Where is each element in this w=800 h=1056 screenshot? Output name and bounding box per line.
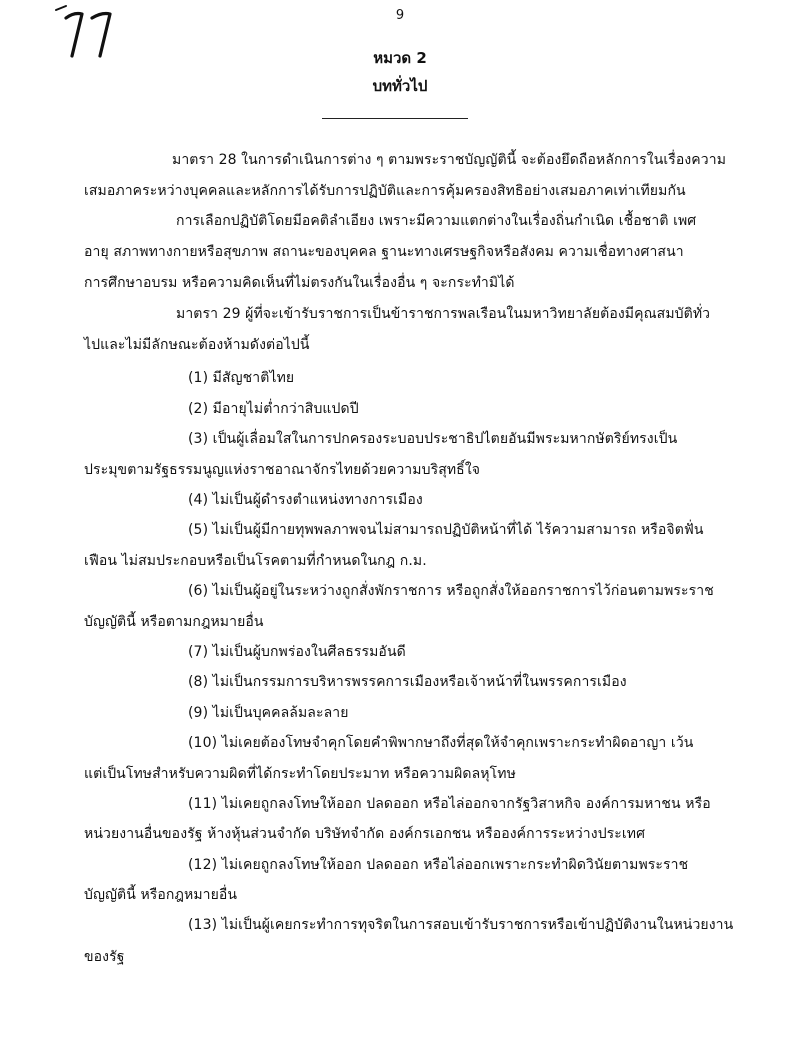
list-item: (11) ไม่เคยถูกลงโทษให้ออก ปลดออก หรือไล่ออกจากรัฐวิสาหกิจ องค์การมหาชน หรือ: [188, 796, 711, 812]
list-item: (13) ไม่เป็นผู้เคยกระทำการทุจริตในการสอบเข้ารับราชการหรือเข้าปฏิบัติงานในหน่วยงาน: [188, 917, 734, 933]
text-line: การเลือกปฏิบัติโดยมีอคติลำเอียง เพราะมีความแตกต่างในเรื่องถิ่นกำเนิด เชื้อชาติ เพศ: [176, 213, 697, 229]
list-item: (12) ไม่เคยถูกลงโทษให้ออก ปลดออก หรือไล่ออกเพราะกระทำผิดวินัยตามพระราช: [188, 857, 689, 873]
text-line: บัญญัตินี้ หรือตามกฎหมายอื่น: [84, 614, 264, 630]
text-line: ของรัฐ: [84, 949, 125, 965]
text-line: ประมุขตามรัฐธรรมนูญแห่งราชอาณาจักรไทยด้วยความบริสุทธิ์ใจ: [84, 462, 481, 478]
list-item: (6) ไม่เป็นผู้อยู่ในระหว่างถูกสั่งพักราชการ หรือถูกสั่งให้ออกราชการไว้ก่อนตามพระราช: [188, 583, 714, 599]
list-item: (2) มีอายุไม่ต่ำกว่าสิบแปดปี: [188, 401, 359, 417]
text-line: เสมอภาคระหว่างบุคคลและหลักการได้รับการปฏิบัติและการคุ้มครองสิทธิอย่างเสมอภาคเท่าเทียมกัน: [84, 183, 686, 199]
text-line: หน่วยงานอื่นของรัฐ ห้างหุ้นส่วนจำกัด บริษัทจำกัด องค์กรเอกชน หรือองค์การระหว่างประเทศ: [84, 826, 646, 842]
list-item: (9) ไม่เป็นบุคคลล้มละลาย: [188, 705, 349, 721]
text-line: ไปและไม่มีลักษณะต้องห้ามดังต่อไปนี้: [84, 337, 310, 353]
list-item: (10) ไม่เคยต้องโทษจำคุกโดยคำพิพากษาถึงที่สุดให้จำคุกเพราะกระทำผิดอาญา เว้น: [188, 735, 694, 751]
chapter-title: บททั่วไป: [372, 77, 428, 95]
list-item: (8) ไม่เป็นกรรมการบริหารพรรคการเมืองหรือเจ้าหน้าที่ในพรรคการเมือง: [188, 674, 627, 690]
list-item: (3) เป็นผู้เลื่อมใสในการปกครองระบอบประชาธิปไตยอันมีพระมหากษัตริย์ทรงเป็น: [188, 431, 678, 447]
text-line: การศึกษาอบรม หรือความคิดเห็นที่ไม่ตรงกันในเรื่องอื่น ๆ จะกระทำมิได้: [84, 275, 515, 291]
text-line: มาตรา 28 ในการดำเนินการต่าง ๆ ตามพระราชบัญญัตินี้ จะต้องยึดถือหลักการในเรื่องความ: [172, 152, 727, 168]
text-line: แต่เป็นโทษสำหรับความผิดที่ได้กระทำโดยประมาท หรือความผิดลหุโทษ: [84, 766, 516, 782]
chapter-number: หมวด 2: [373, 49, 427, 67]
text-line: มาตรา 29 ผู้ที่จะเข้ารับราชการเป็นข้าราชการพลเรือนในมหาวิทยาลัยต้องมีคุณสมบัติทั่ว: [176, 306, 711, 322]
title-underline: [322, 118, 468, 119]
list-item: (5) ไม่เป็นผู้มีกายทุพพลภาพจนไม่สามารถปฏิบัติหน้าที่ได้ ไร้ความสามารถ หรือจิตฟั่น: [188, 522, 704, 538]
text-line: อายุ สภาพทางกายหรือสุขภาพ สถานะของบุคคล ฐานะทางเศรษฐกิจหรือสังคม ความเชื่อทางศาสนา: [84, 244, 684, 260]
text-line: บัญญัตินี้ หรือกฎหมายอื่น: [84, 887, 238, 903]
page-number: 9: [395, 8, 405, 23]
list-item: (4) ไม่เป็นผู้ดำรงตำแหน่งทางการเมือง: [188, 492, 423, 508]
text-line: เฟือน ไม่สมประกอบหรือเป็นโรคตามที่กำหนดในกฎ ก.ม.: [84, 553, 427, 569]
list-item: (7) ไม่เป็นผู้บกพร่องในศีลธรรมอันดี: [188, 644, 406, 660]
list-item: (1) มีสัญชาติไทย: [188, 370, 295, 386]
